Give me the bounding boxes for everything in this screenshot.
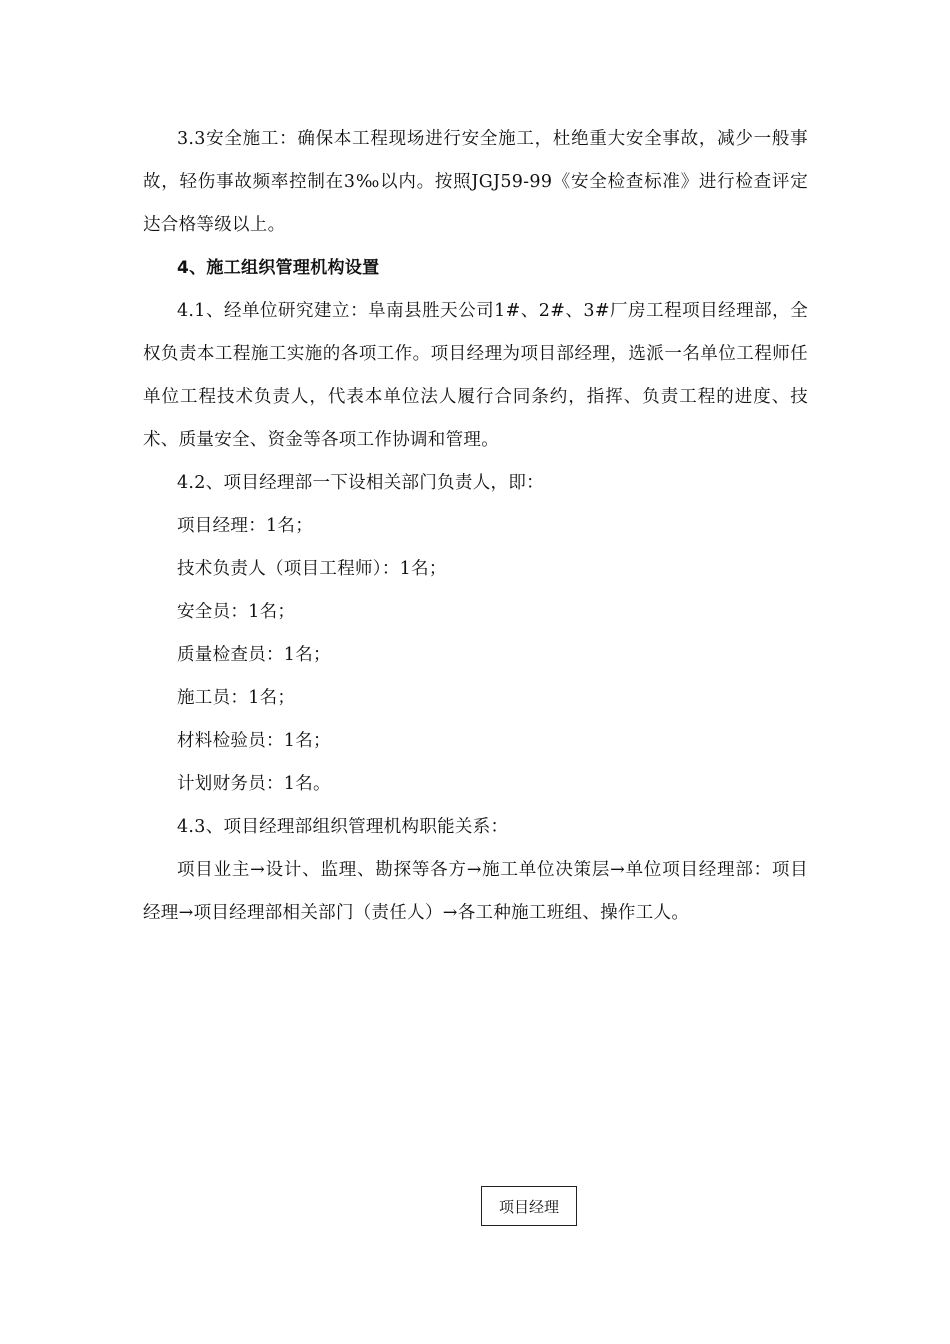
staff-item-finance-planner: 计划财务员：1名。 — [177, 774, 331, 794]
section-4-3-paragraph: 4.3、项目经理部组织管理机构职能关系： — [177, 817, 509, 837]
staff-item-project-manager: 项目经理：1名； — [177, 516, 314, 536]
section-4-1-paragraph: 4.1、经单位研究建立：阜南县胜天公司1#、2#、3#厂房工程项目经理部，全权负责本工程施工实施的各项工作。项目经理为项目部经理，选派一名单位工程师任单位工程技术负责人，代表本单位法人履行合同条约，指挥、负责工程的进度、技术、质量安全、资金等各项工作协调和管理。 — [143, 301, 808, 450]
staff-item-material-inspector: 材料检验员：1名； — [177, 731, 331, 751]
org-chart-project-manager-box: 项目经理 — [481, 1186, 577, 1226]
section-4-2-paragraph: 4.2、项目经理部一下设相关部门负责人，即： — [177, 473, 544, 493]
section-4-heading: 4、施工组织管理机构设置 — [177, 258, 380, 278]
document-body — [143, 118, 808, 935]
relations-paragraph: 项目业主→设计、监理、勘探等各方→施工单位决策层→单位项目经理部：项目经理→项目经理部相关部门（责任人）→各工种施工班组、操作工人。 — [143, 860, 808, 923]
staff-item-construction-worker: 施工员：1名； — [177, 688, 296, 708]
section-3-3-paragraph: 3.3安全施工：确保本工程现场进行安全施工，杜绝重大安全事故，减少一般事故，轻伤事故频率控制在3‰以内。按照JGJ59-99《安全检查标准》进行检查评定达合格等级以上。 — [143, 129, 808, 235]
staff-item-quality-inspector: 质量检查员：1名； — [177, 645, 331, 665]
staff-item-technical-lead: 技术负责人（项目工程师）：1名； — [177, 559, 447, 579]
staff-item-safety-officer: 安全员：1名； — [177, 602, 296, 622]
